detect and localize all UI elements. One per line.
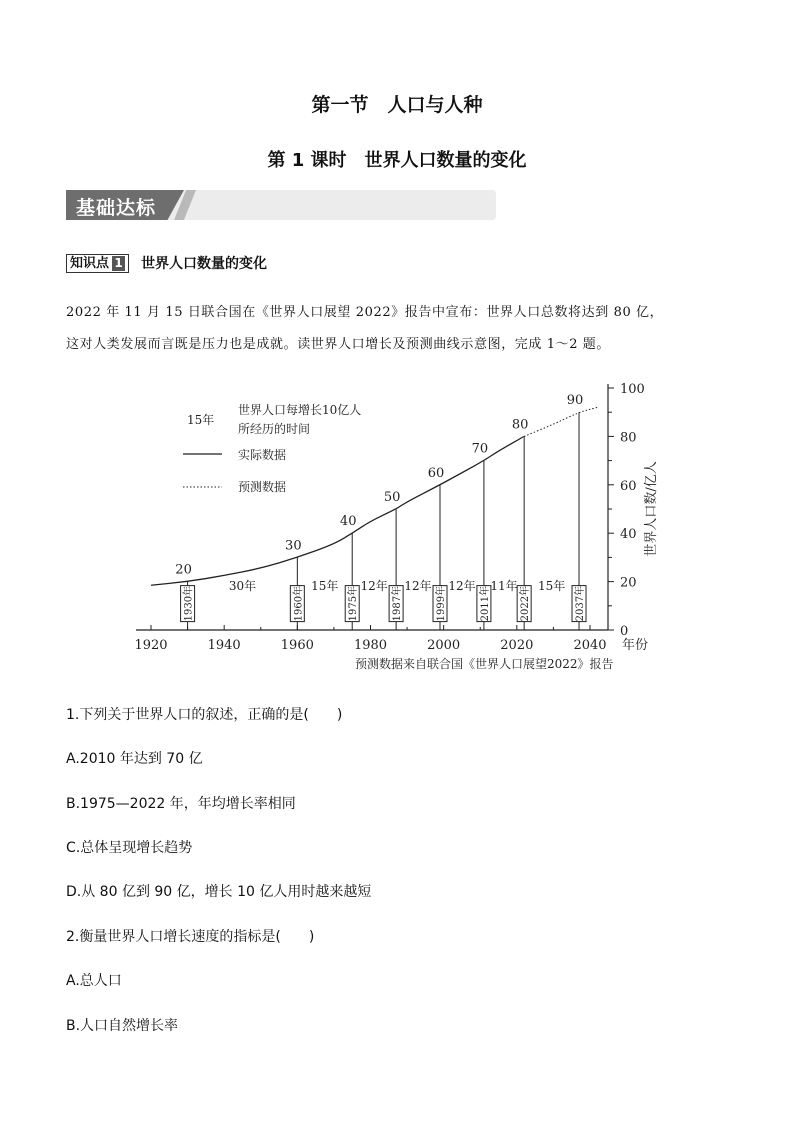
- question-2-option-b: B.人口自然增长率: [66, 1018, 179, 1034]
- banner-label: 基础达标: [76, 197, 157, 219]
- milestone-year-label: 1960年: [293, 585, 305, 622]
- x-tick-label: 1960: [280, 638, 314, 653]
- interval-label: 11年: [490, 579, 518, 594]
- actual-series-line: [151, 436, 524, 585]
- legend-interval-desc-1: 世界人口每增长10亿人: [238, 403, 362, 417]
- question-1-option-d: D.从 80 亿到 90 亿，增长 10 亿人用时越来越短: [66, 884, 372, 900]
- milestone-year-label: 2022年: [520, 585, 532, 622]
- question-1-option-a: A.2010 年达到 70 亿: [66, 751, 203, 767]
- milestone-year-label: 1975年: [348, 585, 360, 622]
- knowledge-point-heading: [66, 252, 267, 274]
- y-tick-label: 40: [620, 527, 637, 543]
- legend-actual-label: 实际数据: [238, 448, 287, 462]
- x-tick-label: 1920: [134, 638, 168, 653]
- population-chart: [0, 370, 794, 680]
- question-1-option-c: C.总体呈现增长趋势: [66, 840, 193, 856]
- milestone-year-label: 1930年: [183, 585, 195, 622]
- milestone-value-label: 50: [383, 490, 401, 505]
- milestone-value-label: 80: [511, 417, 529, 433]
- question-1-stem: 1.下列关于世界人口的叙述，正确的是( ): [66, 707, 343, 723]
- knowledge-point-tag: [66, 254, 129, 273]
- milestone-value-label: 60: [427, 465, 445, 481]
- milestone-value-label: 30: [285, 538, 302, 554]
- x-tick-label: 2020: [500, 638, 534, 653]
- milestone-year-label: 1999年: [436, 585, 448, 622]
- milestone-value-label: 20: [175, 562, 192, 578]
- milestone-year-label: 2011年: [479, 585, 491, 622]
- intro-line-1: 2022 年 11 月 15 日联合国在《世界人口展望 2022》报告中宣布：世界人口总数将达到 80 亿，: [66, 305, 664, 320]
- question-2-option-a: A.总人口: [66, 973, 122, 989]
- lesson-title: 第 1 课时 世界人口数量的变化: [267, 150, 527, 171]
- y-tick-label: 60: [620, 478, 637, 494]
- y-tick-label: 100: [620, 382, 645, 397]
- y-axis-label: 世界人口数/亿人: [644, 461, 659, 557]
- interval-label: 15年: [311, 579, 339, 594]
- intro-line-2: 这对人类发展而言既是压力也是成就。读世界人口增长及预测曲线示意图，完成 1～2 题。: [66, 337, 611, 352]
- legend-forecast-label: 预测数据: [238, 480, 287, 494]
- knowledge-point-tag-text: 知识点: [70, 255, 110, 271]
- knowledge-point-number: 1: [112, 256, 125, 271]
- interval-label: 30年: [228, 579, 257, 594]
- y-tick-label: 0: [620, 624, 629, 639]
- chart-source-note: 预测数据来自联合国《世界人口展望2022》报告: [355, 657, 614, 671]
- legend-interval-sample: 15年: [187, 413, 215, 427]
- question-1-option-b: B.1975—2022 年，年均增长率相同: [66, 796, 296, 812]
- legend-interval-desc-2: 所经历的时间: [238, 422, 311, 436]
- interval-label: 12年: [360, 579, 388, 594]
- y-tick-label: 20: [620, 575, 637, 591]
- x-tick-label: 2000: [427, 638, 461, 653]
- interval-label: 12年: [448, 579, 476, 594]
- y-tick-label: 80: [620, 430, 637, 446]
- milestone-value-label: 70: [471, 441, 489, 457]
- x-tick-label: 1980: [353, 638, 388, 653]
- interval-label: 15年: [537, 579, 566, 594]
- milestone-year-label: 1987年: [392, 585, 404, 622]
- forecast-series-line: [524, 407, 597, 436]
- milestone-value-label: 90: [566, 393, 584, 409]
- milestone-year-label: 2037年: [575, 585, 587, 622]
- x-tick-label: 2040: [573, 638, 607, 653]
- section-banner: [66, 190, 496, 220]
- section-title: 第一节 人口与人种: [311, 94, 483, 116]
- interval-label: 12年: [404, 579, 432, 594]
- question-2-stem: 2.衡量世界人口增长速度的指标是( ): [66, 929, 315, 945]
- milestone-value-label: 40: [339, 514, 357, 530]
- x-axis-label: 年份: [622, 638, 649, 653]
- knowledge-point-title: 世界人口数量的变化: [141, 256, 268, 272]
- x-tick-label: 1940: [207, 638, 241, 653]
